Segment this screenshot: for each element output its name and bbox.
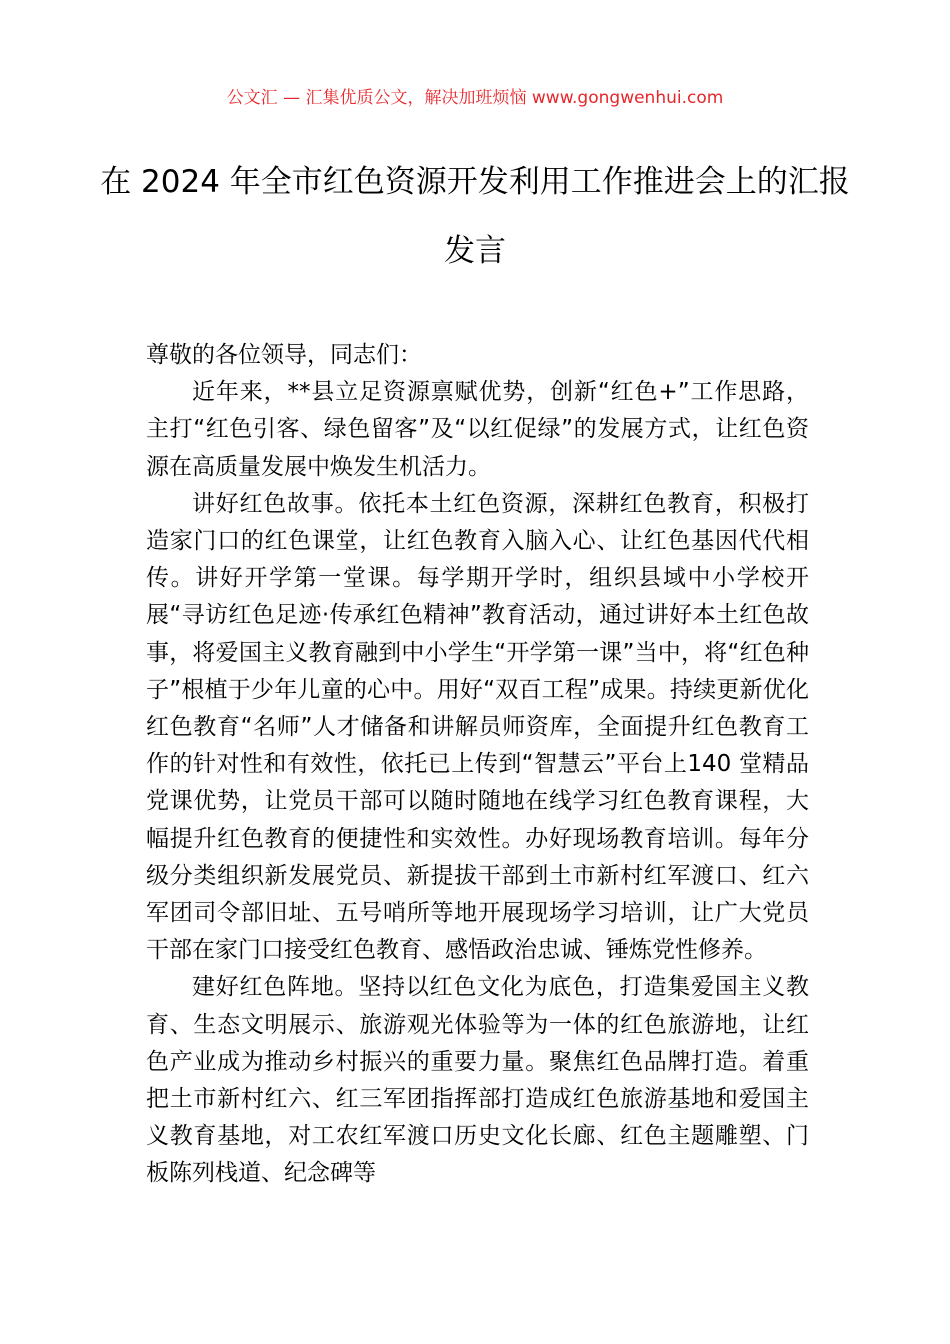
header-banner: 公文汇 — 汇集优质公文，解决加班烦恼 www.gongwenhui.com	[226, 88, 724, 108]
paragraph-red-stories: 讲好红色故事。依托本土红色资源，深耕红色教育，积极打造家门口的红色课堂，让红色教育入脑入心、让红色基因代代相传。讲好开学第一堂课。每学期开学时，组织县域中小学校开展“寻访红色足迹·传承红色精神”教育活动，通过讲好本土红色故事，将爱国主义教育融到中小学生“开学第一课”当中，将“红色种子”根植于少年儿童的心中。用好“双百工程”成果。持续更新优化红色教育“名师”人才储备和讲解员师资库，全面提升红色教育工作的针对性和有效性，依托已上传到“智慧云”平台上140 堂精品党课优势，让党员干部可以随时随地在线学习红色教育课程，大幅提升红色教育的便捷性和实效性。办好现场教育培训。每年分级分类组织新发展党员、新提拔干部到土市新村红军渡口、红六军团司令部旧址、五号哨所等地开展现场学习培训，让广大党员干部在家门口接受红色教育、感悟政治忠诚、锤炼党性修养。	[146, 490, 809, 964]
salutation: 尊敬的各位领导，同志们：	[146, 342, 422, 368]
paragraph-intro: 近年来，**县立足资源禀赋优势，创新“红色+”工作思路，主打“红色引客、绿色留客”及“以红促绿”的发展方式，让红色资源在高质量发展中焕发生机活力。	[146, 379, 809, 480]
paragraph-red-positions: 建好红色阵地。坚持以红色文化为底色，打造集爱国主义教育、生态文明展示、旅游观光体验等为一体的红色旅游地，让红色产业成为推动乡村振兴的重要力量。聚焦红色品牌打造。着重把土市新村红六、红三军团指挥部打造成红色旅游基地和爱国主义教育基地，对工农红军渡口历史文化长廊、红色主题雕塑、门板陈列栈道、纪念碑等	[146, 974, 809, 1187]
document-body	[146, 337, 809, 1193]
document-title: 在 2024 年全市红色资源开发利用工作推进会上的汇报发言	[100, 164, 850, 269]
